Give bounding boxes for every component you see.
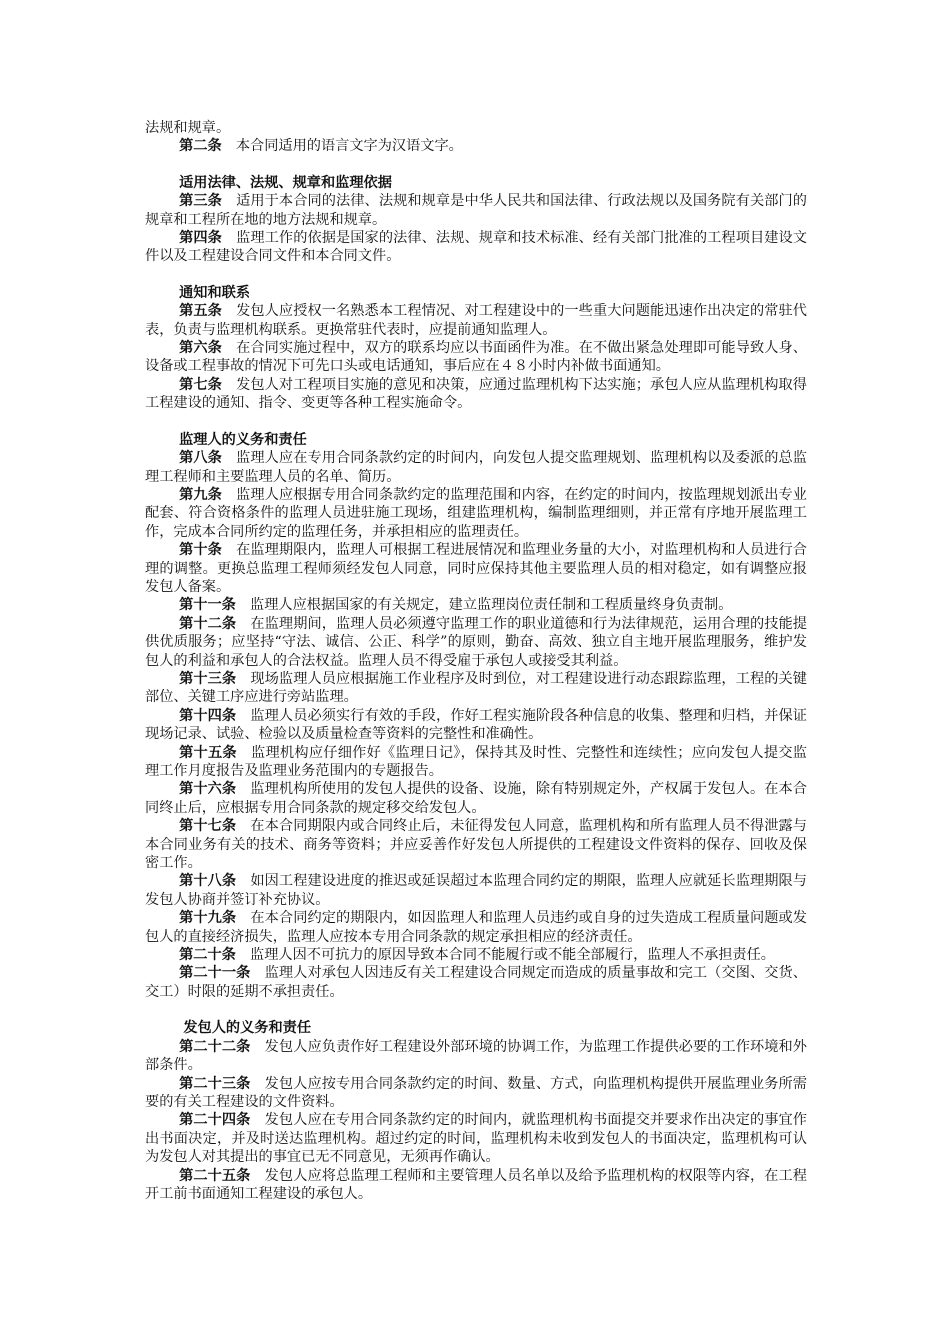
article-3	[145, 192, 807, 229]
article-text: 在本合同约定的期限内，如因监理人和监理人员违约或自身的过失造成工程质量问题或发包人的直接经济损失，监理人应按本专用合同条款的规定承担相应的经济责任。	[145, 910, 807, 945]
article-13	[145, 670, 807, 707]
article-number: 第二十五条	[179, 1167, 251, 1184]
article-text: 监理人应根据专用合同条款约定的监理范围和内容，在约定的时间内，按监理规划派出专业配套、符合资格条件的监理人员进驻施工现场，组建监理机构，编制监理细则，并正常有序地开展监理工作，完成本合同所约定的监理任务，并承担相应的监理责任。	[145, 486, 807, 540]
section-heading-supervisor-duties: 监理人的义务和责任	[179, 431, 307, 448]
article-25	[145, 1167, 807, 1204]
article-12	[145, 615, 807, 670]
article-number: 第十八条	[179, 873, 237, 890]
section-heading-applicable-law: 适用法律、法规、规章和监理依据	[179, 174, 392, 191]
article-text: 本合同适用的语言文字为汉语文字。	[235, 138, 463, 155]
article-number: 第十六条	[179, 781, 237, 798]
article-4	[145, 229, 807, 266]
article-number: 第七条	[179, 376, 222, 393]
article-text: 发包人应在专用合同条款约定的时间内，就监理机构书面提交并要求作出决定的事宜作出书面决定，并及时送达监理机构。超过约定的时间，监理机构未收到发包人的书面决定，监理机构可认为发包人对其提出的事宜已无不同意见，无须再作确认。	[145, 1112, 807, 1166]
article-number: 第二十三条	[179, 1075, 251, 1092]
article-text: 发包人应将总监理工程师和主要管理人员名单以及给予监理机构的权限等内容，在工程开工前书面通知工程建设的承包人。	[145, 1167, 807, 1202]
article-text: 适用于本合同的法律、法规和规章是中华人民共和国法律、行政法规以及国务院有关部门的规章和工程所在地的地方法规和规章。	[145, 193, 807, 228]
article-number: 第二十一条	[179, 965, 251, 982]
article-text: 发包人对工程项目实施的意见和决策，应通过监理机构下达实施；承包人应从监理机构取得工程建设的通知、指令、变更等各种工程实施命令。	[145, 376, 807, 412]
article-23	[145, 1075, 807, 1112]
article-text: 监理人因不可抗力的原因导致本合同不能履行或不能全部履行，监理人不承担责任。	[250, 947, 775, 964]
article-number: 第四条	[179, 230, 222, 247]
article-20	[145, 946, 807, 964]
article-number: 第六条	[179, 340, 222, 357]
article-9	[145, 486, 807, 541]
article-number: 第三条	[179, 193, 222, 210]
article-6	[145, 339, 807, 376]
article-number: 第十一条	[179, 597, 236, 614]
article-24	[145, 1111, 807, 1166]
article-15	[145, 744, 807, 781]
article-text: 在本合同期限内或合同终止后，未征得发包人同意，监理机构和所有监理人员不得泄露与本合同业务有关的技术、商务等资料；并应妥善作好发包人所提供的工程建设文件资料的保存、回收及保密工作。	[145, 818, 807, 872]
article-text: 监理工作的依据是国家的法律、法规、规章和技术标准、经有关部门批准的工程项目建设文件以及工程建设合同文件和本合同文件。	[145, 230, 807, 265]
article-7	[145, 376, 807, 413]
article-number: 第十五条	[179, 744, 237, 761]
article-number: 第十条	[179, 542, 222, 559]
article-number: 第十四条	[179, 707, 237, 724]
article-18	[145, 872, 807, 909]
article-2	[145, 137, 807, 155]
intro-paragraph: 法规和规章。	[145, 120, 231, 136]
article-5	[145, 302, 807, 339]
article-text: 监理人应根据国家的有关规定，建立监理岗位责任制和工程质量终身负责制。	[250, 597, 733, 614]
article-text: 在合同实施过程中，双方的联系均应以书面函件为准。在不做出紧急处理即可能导致人身、设备或工程事故的情况下可先口头或电话通知，事后应在４８小时内补做书面通知。	[145, 340, 807, 375]
article-number: 第八条	[179, 450, 222, 467]
article-number: 第十二条	[179, 615, 237, 632]
article-text: 发包人应授权一名熟悉本工程情况、对工程建设中的一些重大问题能迅速作出决定的常驻代表，负责与监理机构联系。更换常驻代表时，应提前通知监理人。	[145, 303, 807, 338]
article-text: 在监理期间，监理人员必须遵守监理工作的职业道德和行为法律规范，运用合理的技能提供优质服务；应坚持“守法、诚信、公正、科学”的原则，勤奋、高效、独立自主地开展监理服务，维护发包人的利益和承包人的合法权益。监理人员不得受雇于承包人或接受其利益。	[145, 615, 807, 669]
article-22	[145, 1038, 807, 1075]
article-8	[145, 449, 807, 486]
article-text: 发包人应按专用合同条款约定的时间、数量、方式，向监理机构提供开展监理业务所需要的有关工程建设的文件资料。	[145, 1075, 807, 1110]
article-16	[145, 780, 807, 817]
article-number: 第九条	[179, 486, 222, 503]
section-heading-notice: 通知和联系	[179, 284, 251, 301]
article-text: 监理机构所使用的发包人提供的设备、设施，除有特别规定外，产权属于发包人。在本合同终止后，应根据专用合同条款的规定移交给发包人。	[145, 781, 807, 816]
article-19	[145, 909, 807, 946]
article-number: 第二十二条	[179, 1038, 251, 1055]
article-text: 发包人应负责作好工程建设外部环境的协调工作，为监理工作提供必要的工作环境和外部条件。	[145, 1038, 807, 1074]
article-21	[145, 964, 807, 1001]
article-number: 第二条	[179, 138, 222, 155]
article-14	[145, 707, 807, 744]
article-text: 监理机构应仔细作好《监理日记》，保持其及时性、完整性和连续性；应向发包人提交监理工作月度报告及监理业务范围内的专题报告。	[145, 744, 807, 779]
article-10	[145, 541, 807, 596]
article-number: 第十九条	[179, 910, 237, 927]
article-text: 现场监理人员应根据施工作业程序及时到位，对工程建设进行动态跟踪监理，工程的关键部位、关键工序应进行旁站监理。	[145, 670, 807, 706]
article-number: 第十三条	[179, 670, 237, 687]
section-heading-employer-duties: 发包人的义务和责任	[183, 1020, 312, 1037]
article-number: 第二十条	[179, 947, 236, 964]
document-page	[145, 119, 807, 1203]
article-text: 监理人员必须实行有效的手段，作好工程实施阶段各种信息的收集、整理和归档，并保证现场记录、试验、检验以及质量检查等资料的完整性和准确性。	[145, 707, 807, 743]
article-text: 在监理期限内，监理人可根据工程进展情况和监理业务量的大小，对监理机构和人员进行合理的调整。更换总监理工程师须经发包人同意，同时应保持其他主要监理人员的相对稳定，如有调整应报发包人备案。	[145, 542, 807, 595]
article-text: 监理人对承包人因违反有关工程建设合同规定而造成的质量事故和完工（交图、交货、交工）时限的延期不承担责任。	[145, 965, 807, 1000]
article-number: 第十七条	[179, 818, 237, 835]
article-11	[145, 596, 807, 614]
article-number: 第二十四条	[179, 1112, 251, 1129]
article-text: 如因工程建设进度的推迟或延误超过本监理合同约定的期限，监理人应就延长监理期限与发包人协商并签订补充协议。	[145, 873, 807, 908]
article-text: 监理人应在专用合同条款约定的时间内，向发包人提交监理规划、监理机构以及委派的总监理工程师和主要监理人员的名单、简历。	[145, 450, 807, 485]
article-number: 第五条	[179, 303, 222, 320]
article-17	[145, 817, 807, 872]
